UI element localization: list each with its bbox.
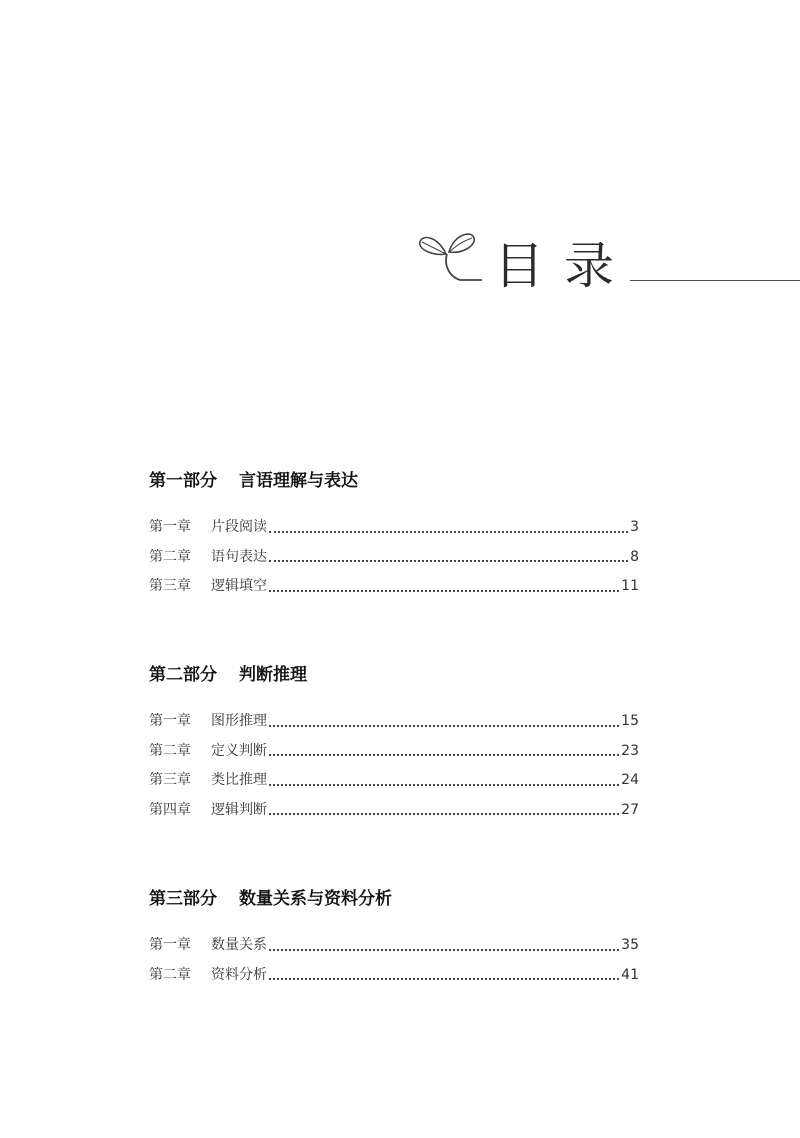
part-section	[149, 887, 639, 990]
page-number: 41	[621, 966, 639, 983]
chapter-name: 逻辑判断	[211, 801, 267, 818]
part-number: 第二部分	[149, 665, 217, 685]
page-number: 35	[621, 937, 639, 953]
toc-header	[416, 222, 800, 312]
page-number: 8	[630, 548, 639, 565]
title-divider	[630, 280, 800, 281]
chapter-number: 第二章	[149, 966, 191, 983]
part-heading	[149, 887, 639, 911]
dot-leader	[269, 744, 619, 756]
part-section	[149, 663, 639, 825]
chapter-name: 资料分析	[211, 966, 267, 983]
dot-leader	[269, 521, 628, 533]
part-section	[149, 469, 639, 602]
page-number: 3	[630, 519, 639, 535]
part-heading	[149, 469, 639, 493]
toc-entry[interactable]	[149, 572, 639, 602]
part-subtitle: 言语理解与表达	[239, 471, 358, 491]
toc-entry[interactable]	[149, 737, 639, 767]
chapter-number: 第二章	[149, 742, 191, 759]
part-subtitle: 数量关系与资料分析	[239, 889, 392, 909]
chapter-number: 第一章	[149, 937, 191, 953]
part-number: 第一部分	[149, 471, 217, 491]
part-subtitle: 判断推理	[239, 665, 307, 685]
dot-leader	[269, 939, 619, 951]
part-number: 第三部分	[149, 889, 217, 909]
chapter-number: 第三章	[149, 578, 191, 594]
toc-entry[interactable]	[149, 513, 639, 543]
dot-leader	[269, 580, 619, 592]
chapter-name: 逻辑填空	[211, 578, 267, 594]
page-number: 15	[621, 713, 639, 729]
dot-leader	[269, 803, 619, 815]
chapter-number: 第一章	[149, 713, 191, 729]
chapter-number: 第一章	[149, 519, 191, 535]
page-number: 11	[621, 578, 639, 594]
chapter-number: 第三章	[149, 772, 191, 788]
chapter-name: 类比推理	[211, 772, 267, 788]
toc-entry[interactable]	[149, 796, 639, 826]
toc-entry[interactable]	[149, 766, 639, 796]
toc-entry[interactable]	[149, 543, 639, 573]
page-number: 24	[621, 772, 639, 788]
chapter-name: 数量关系	[211, 937, 267, 953]
toc-entry[interactable]	[149, 931, 639, 961]
dot-leader	[269, 968, 619, 980]
toc-entry[interactable]	[149, 961, 639, 991]
chapter-name: 片段阅读	[211, 519, 267, 535]
chapter-name: 语句表达	[211, 548, 267, 565]
part-heading	[149, 663, 639, 687]
toc-title: 目录	[494, 237, 634, 295]
chapter-number: 第四章	[149, 801, 191, 818]
page-number: 23	[621, 742, 639, 759]
page-number: 27	[621, 801, 639, 818]
dot-leader	[269, 774, 619, 786]
dot-leader	[269, 550, 628, 562]
chapter-name: 定义判断	[211, 742, 267, 759]
sprout-icon	[416, 224, 486, 286]
chapter-name: 图形推理	[211, 713, 267, 729]
toc-entry[interactable]	[149, 707, 639, 737]
dot-leader	[269, 715, 619, 727]
chapter-number: 第二章	[149, 548, 191, 565]
